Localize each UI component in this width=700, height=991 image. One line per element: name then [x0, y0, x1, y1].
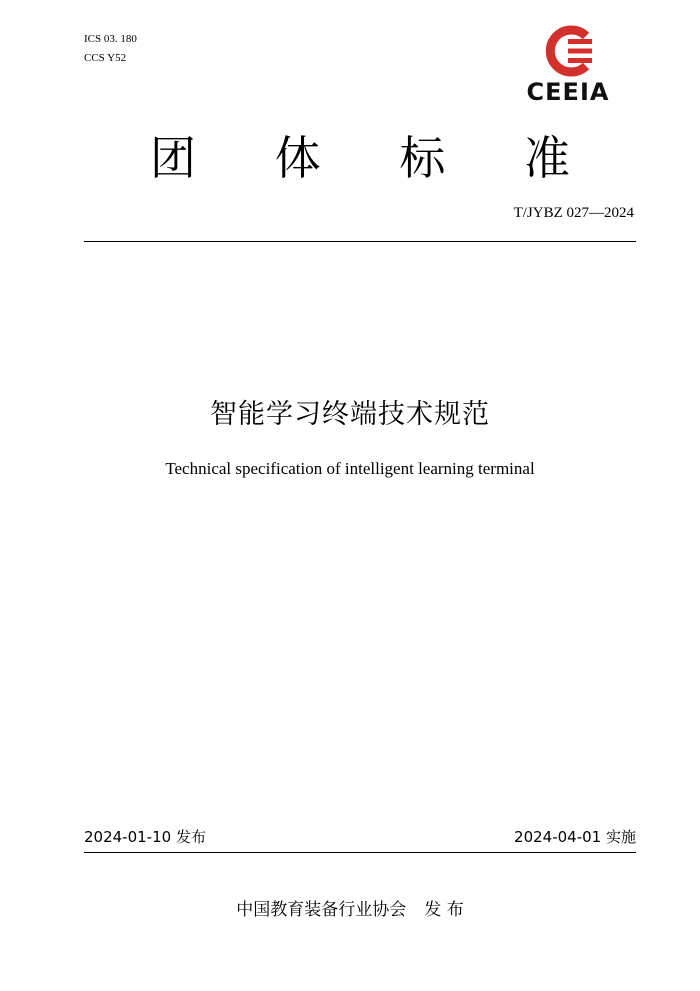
heading-char: 团: [150, 131, 196, 185]
issue-date: 2024-01-10 发布: [84, 828, 206, 846]
ceeia-logo-icon: [512, 22, 624, 78]
heading-char: 标: [399, 131, 446, 185]
footer-divider: [84, 852, 636, 853]
publisher-org: 中国教育装备行业协会: [236, 900, 407, 920]
publisher-action: 发 布: [424, 900, 464, 920]
ics-code: ICS 03. 180: [84, 33, 137, 45]
classification-codes: [84, 30, 137, 68]
ccs-code: CCS Y52: [84, 52, 127, 64]
standard-type-heading: [84, 128, 636, 188]
publisher-line: [0, 895, 700, 920]
document-title-zh: 智能学习终端技术规范: [210, 399, 490, 430]
document-title-en: Technical specification of intelligent learning terminal: [165, 459, 535, 478]
implementation-date: 2024-04-01 实施: [514, 828, 636, 846]
heading-char: 体: [274, 131, 321, 185]
standard-number: T/JYBZ 027—2024: [513, 205, 634, 221]
header-divider: [84, 241, 636, 242]
heading-char: 准: [523, 131, 570, 185]
ceeia-logo: [512, 22, 624, 108]
logo-text: CEEIA: [526, 78, 610, 106]
